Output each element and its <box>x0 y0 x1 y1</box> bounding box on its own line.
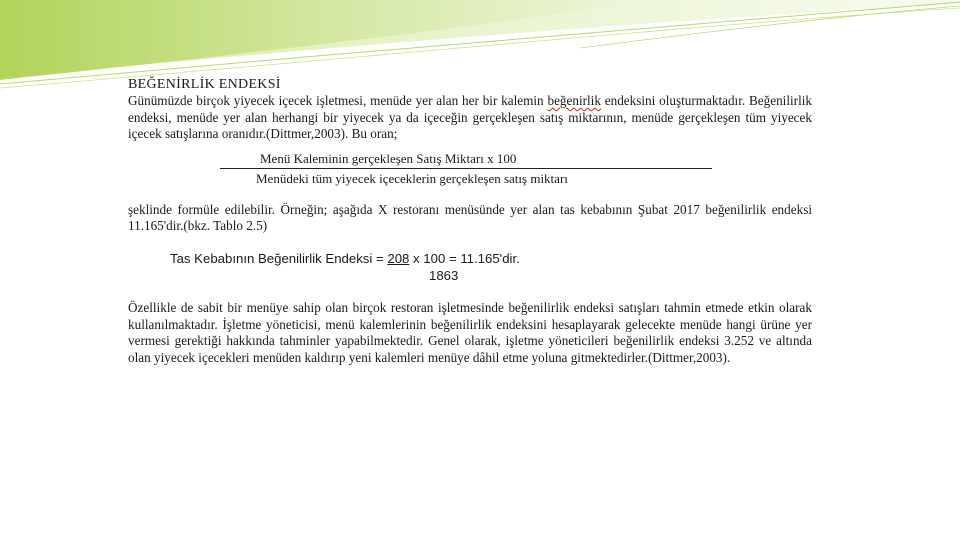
intro-text-start: Günümüzde birçok yiyecek içecek işletmesi, menüde yer alan her bir kalemin <box>128 93 548 108</box>
formula-example-numerator: 208 <box>387 250 410 266</box>
document-page <box>128 76 812 366</box>
spellcheck-flagged-word: beğenirlik <box>547 93 601 108</box>
example-paragraph: şeklinde formüle edilebilir. Örneğin; aşağıda X restoranı menüsünde yer alan tas kebabının Şubat 2017 beğenilirlik endeksi 11.165'dir.(bkz. Tablo 2.5) <box>128 201 812 234</box>
conclusion-paragraph: Özellikle de sabit bir menüye sahip olan birçok restoran işletmesinde beğenilirlik endeksi satışları tahmin etmede etkin olarak kullanılmaktadır. İşletme yöneticisi, menü kalemlerinin beğenilirlik endeksini hesaplayarak gelecekte menüde hangi ürüne yer vermesi gerektiği hakkında tahminler yapabilmektedir. Genel olarak, işletme yöneticileri beğenilirlik endeksi 3.252 ve altında olan yiyecek içecekleri menüden kaldırıp yeni kalemleri menüye dâhil etme yoluna gitmektedirler.(Dittmer,2003). <box>128 299 812 365</box>
formula-example-result: x 100 = 11.165'dir. <box>409 250 520 266</box>
formula-numerator: Menü Kaleminin gerçekleşen Satış Miktarı x 100 <box>260 150 517 166</box>
section-title: BEĞENİRLİK ENDEKSİ <box>128 77 281 92</box>
fraction-bar <box>220 168 712 169</box>
formula-example-line <box>170 251 520 266</box>
formula-example-denominator: 1863 <box>429 267 459 283</box>
formula-denominator: Menüdeki tüm yiyecek içeceklerin gerçekleşen satış miktarı <box>256 170 568 186</box>
formula-example-label: Tas Kebabının Beğenilirlik Endeksi = <box>170 250 388 266</box>
intro-paragraph <box>128 93 812 143</box>
formula-example <box>128 251 812 287</box>
formula-general <box>128 151 812 189</box>
intro-text-end: endeksini oluşturmaktadır. Beğenilirlik endeksi, menüde yer alan herhangi bir yiyecek ya da içeceğin gerçekleşen satış miktarının, menüde gerçekleşen tüm yiyecek içecek satışlarına oranıdır.(Dittmer,2003). Bu oran; <box>128 93 812 142</box>
